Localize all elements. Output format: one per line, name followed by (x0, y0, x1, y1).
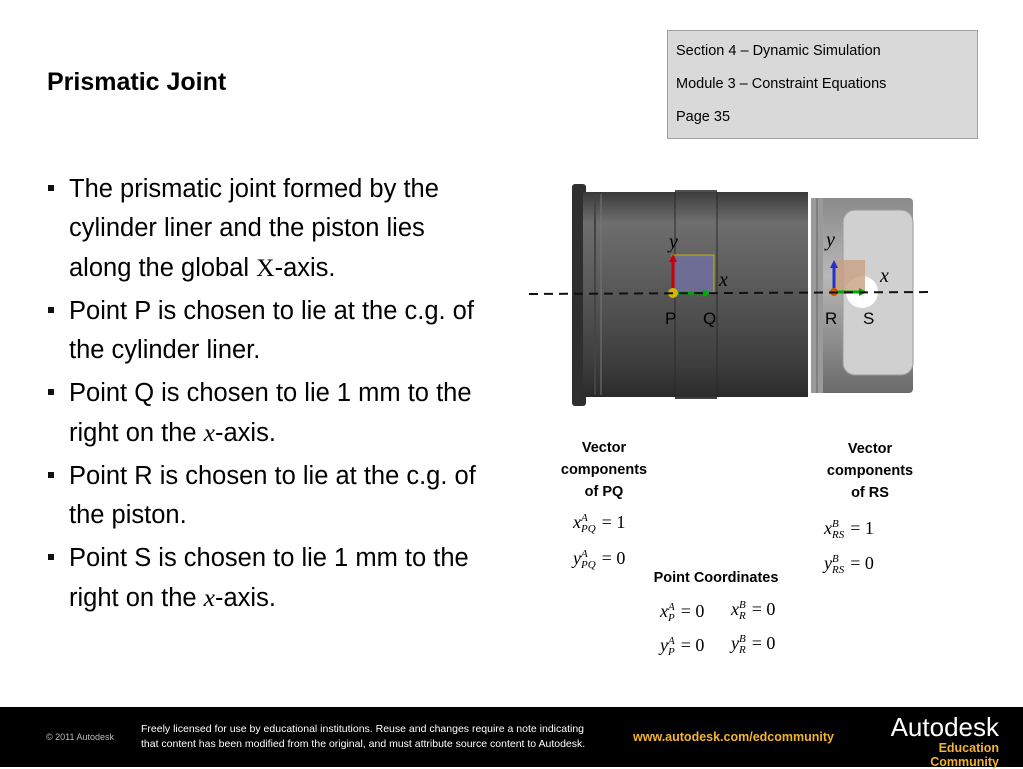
point-coordinates-heading: Point Coordinates (653, 570, 779, 586)
footer-bar (0, 707, 1023, 767)
point-s-label: S (863, 309, 875, 328)
bullet-square-icon (48, 389, 54, 395)
page-number: Page 35 (676, 109, 731, 125)
piston-axes-marker (830, 260, 867, 296)
bullet-square-icon (48, 472, 54, 478)
x-axis-label-piston: x (880, 265, 889, 287)
point-q-label: Q (703, 309, 717, 328)
equation-y-r: y B R = 0 (731, 632, 776, 656)
bullet-item: Point P is chosen to lie at the c.g. of the cylinder liner. (48, 292, 488, 370)
equation-x-p: x A P = 0 (660, 600, 705, 624)
bullet-list (48, 170, 488, 622)
point-p-label: P (665, 309, 677, 328)
bullet-item: Point R is chosen to lie at the c.g. of the piston. (48, 457, 488, 535)
point-r-label: R (825, 309, 838, 328)
liner-axes-marker (668, 254, 714, 298)
y-axis-label-piston: y (826, 229, 835, 251)
module-label: Module 3 – Constraint Equations (676, 76, 887, 92)
piston (811, 198, 913, 393)
cylinder-liner (572, 184, 808, 406)
vector-pq-heading: Vector components of PQ (560, 440, 648, 500)
bullet-square-icon (48, 307, 54, 313)
copyright-text: © 2011 Autodesk (46, 732, 115, 742)
edcommunity-link[interactable]: www.autodesk.com/edcommunity (633, 730, 834, 744)
bullet-item: Point Q is chosen to lie 1 mm to the right on the x-axis. (48, 374, 488, 453)
y-axis-label-liner: y (669, 231, 678, 253)
equation-y-p: y A P = 0 (660, 634, 705, 658)
equation-y-pq: y A PQ = 0 (573, 547, 626, 571)
equation-x-pq: x A PQ = 1 (573, 511, 626, 535)
vector-rs-heading: Vector components of RS (826, 441, 914, 501)
bullet-square-icon (48, 185, 54, 191)
prismatic-joint-figure (525, 180, 945, 415)
autodesk-logo (869, 713, 999, 769)
bullet-item: Point S is chosen to lie 1 mm to the right on the x-axis. (48, 539, 488, 618)
brand-name: Autodesk (890, 712, 999, 742)
bullet-item: The prismatic joint formed by the cylinder liner and the piston lies along the global X-axis. (48, 170, 488, 288)
equation-x-rs: x B RS = 1 (824, 517, 874, 541)
page-title: Prismatic Joint (47, 68, 227, 96)
x-axis-label-liner: x (719, 269, 728, 291)
bullet-square-icon (48, 554, 54, 560)
section-label: Section 4 – Dynamic Simulation (676, 43, 881, 59)
equation-y-rs: y B RS = 0 (824, 552, 874, 576)
brand-subtitle: Education Community (930, 741, 999, 769)
license-text: Freely licensed for use by educational institutions. Reuse and changes require a note indicating that content has been modified from the original, and must attribute source content to Autodesk. (141, 723, 586, 750)
section-info-box (667, 30, 978, 139)
equation-x-r: x B R = 0 (731, 598, 776, 622)
